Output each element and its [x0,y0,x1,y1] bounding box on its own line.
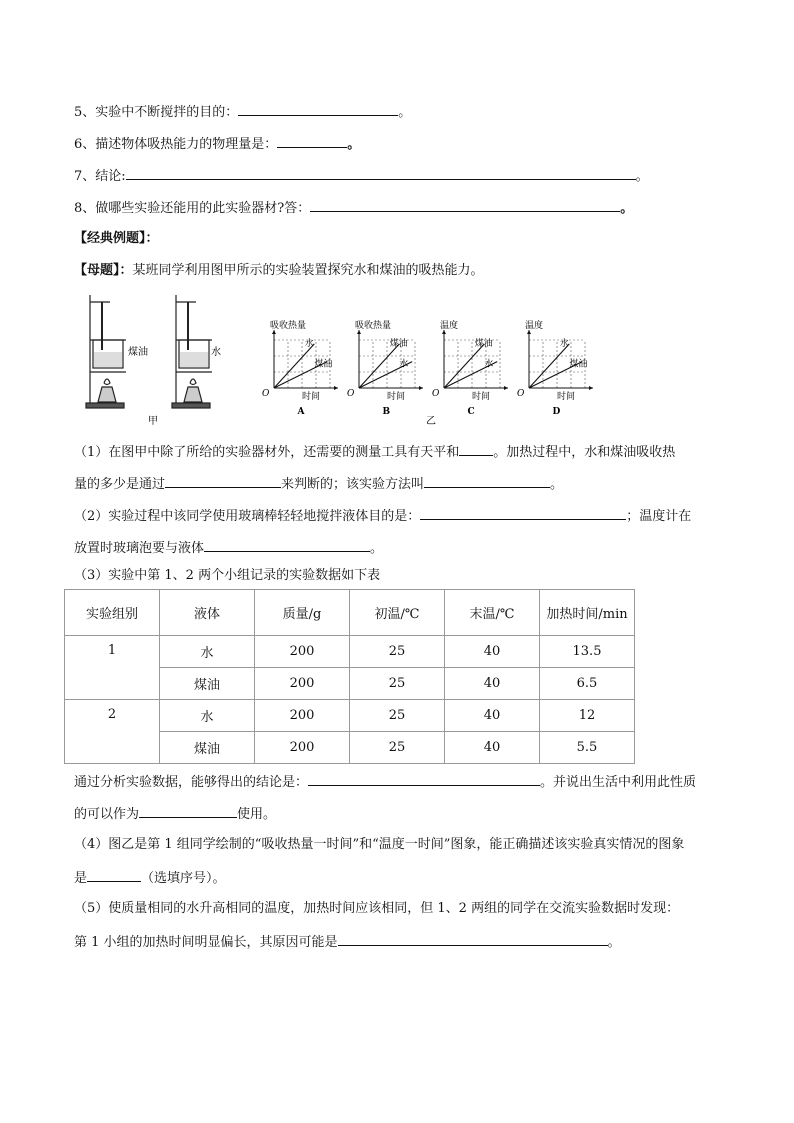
answer-blank[interactable] [87,867,141,882]
table-cell: 6.5 [540,668,635,700]
x-arrow [419,386,423,390]
caption-yi: 乙 [426,416,436,427]
question-6-text: 6、描述物体吸热能力的物理量是： [74,137,278,152]
graph-origin: O [517,389,525,399]
answer-blank[interactable] [420,505,626,520]
table-header: 液体 [160,590,255,636]
part-3-text: （3）实验中第 1、2 两个小组记录的实验数据如下表 [74,568,381,583]
series-upper [359,344,399,388]
graph-origin: O [432,389,440,399]
table-cell: 13.5 [540,636,635,668]
question-5: 5、实验中不断搅拌的目的： 。 [74,101,411,123]
answer-blank[interactable] [126,165,636,180]
table-header: 加热时间/min [540,590,635,636]
question-7: 7、结论: 。 [74,165,649,187]
answer-blank[interactable] [165,473,281,488]
series-lower-label: 煤油 [314,359,333,370]
experiment-figure [76,290,636,430]
x-arrow [334,386,338,390]
table-cell: 40 [445,636,540,668]
part-5-line-1: （5）使质量相同的水升高相同的温度，加热时间应该相同，但 1、2 两组的同学在交流实验数据时发现： [74,901,680,916]
mother-problem-label: 【母题】： [74,263,133,278]
series-lower-label: 煤油 [569,359,588,370]
graph-A [262,319,338,417]
part-1-line-1: （1）在图甲中除了所给的实验器材外，还需要的测量工具有天平和 。加热过程中，水和煤油吸收热 [74,441,675,463]
table-header: 末温/℃ [445,590,540,636]
table-cell: 水 [160,700,255,732]
graph-id: D [552,407,561,417]
table-cell: 200 [255,732,350,764]
x-arrow [589,386,593,390]
flame [190,379,196,385]
table-cell: 5.5 [540,732,635,764]
graph-D [517,319,593,417]
question-5-text: 5、实验中不断搅拌的目的： [74,105,239,120]
series-upper [529,344,569,388]
part-2-line-1: （2）实验过程中该同学使用玻璃棒轻轻地搅拌液体目的是： ；温度计在 [74,505,691,527]
graphs-group [262,319,593,417]
table-cell: 40 [445,732,540,764]
apparatus-kerosene [86,295,126,408]
series-upper-label: 煤油 [389,338,408,349]
graph-id: A [297,407,305,417]
graph-xlabel: 时间 [557,392,576,402]
table-header-row [65,590,635,636]
table-row [65,700,635,732]
table-cell: 40 [445,668,540,700]
stand-base [86,403,124,408]
graph-id: C [467,407,475,417]
data-table [64,589,635,764]
conclusion-line-2: 的可以作为 使用。 [74,803,276,825]
apparatus-water [172,295,212,408]
table-cell: 煤油 [160,732,255,764]
table-row [65,636,635,668]
table-cell-group: 2 [65,700,160,764]
table-header: 实验组别 [65,590,160,636]
table-header: 质量/g [255,590,350,636]
answer-blank[interactable] [238,101,398,116]
mother-problem-text: 某班同学利用图甲所示的实验装置探究水和煤油的吸热能力。 [132,263,484,278]
caption-jia: 甲 [148,416,158,427]
graph-ylabel: 吸收热量 [355,321,392,331]
table-cell: 40 [445,700,540,732]
series-upper [274,344,314,388]
series-lower-label: 水 [399,359,409,370]
table-cell: 25 [350,636,445,668]
series-upper-label: 水 [304,338,314,349]
stand-base [172,403,210,408]
mother-problem [74,261,484,281]
question-8-text: 8、做哪些实验还能用的此实验器材?答： [74,201,311,216]
part-4-line-1: （4）图乙是第 1 组同学绘制的“吸收热量一时间”和“温度一时间”图象，能正确描述该实验真实情况的图象 [74,837,685,852]
answer-blank[interactable] [308,771,540,786]
answer-blank[interactable] [139,803,237,818]
graph-ylabel: 温度 [525,321,544,331]
table-cell-group: 1 [65,636,160,700]
x-arrow [504,386,508,390]
graph-B [347,319,423,417]
part-4-line-2: 是 （选填序号）。 [74,867,226,889]
graph-xlabel: 时间 [302,392,321,402]
alcohol-lamp [98,387,116,402]
series-upper-label: 水 [559,338,569,349]
graph-xlabel: 时间 [472,392,491,402]
table-cell: 水 [160,636,255,668]
graph-ylabel: 温度 [440,321,459,331]
series-lower-label: 水 [484,359,494,370]
table-cell: 煤油 [160,668,255,700]
table-cell: 25 [350,668,445,700]
flame [104,379,110,385]
question-6: 6、描述物体吸热能力的物理量是： 。 [74,133,360,155]
answer-blank[interactable] [424,473,550,488]
alcohol-lamp [184,387,202,402]
answer-blank[interactable] [459,441,493,456]
graph-xlabel: 时间 [387,392,406,402]
table-cell: 12 [540,700,635,732]
series-upper [444,344,484,388]
table-cell: 200 [255,700,350,732]
answer-blank[interactable] [310,197,620,212]
graph-C [432,319,508,417]
apparatus-liquid-label-1: 煤油 [128,347,148,358]
part-5-line-2: 第 1 小组的加热时间明显偏长，其原因可能是 。 [74,931,621,953]
table-cell: 200 [255,636,350,668]
table-header: 初温/℃ [350,590,445,636]
part-1-line-2: 量的多少是通过 来判断的；该实验方法叫 。 [74,473,563,495]
table-cell: 200 [255,668,350,700]
graph-ylabel: 吸收热量 [270,321,307,331]
series-upper-label: 煤油 [474,338,493,349]
part-2-line-2: 放置时玻璃泡要与液体 。 [74,537,383,559]
liquid-water [180,352,208,367]
answer-blank[interactable] [338,931,608,946]
section-title: 【经典例题】： [74,231,159,246]
question-8: 8、做哪些实验还能用的此实验器材?答： 。 [74,197,633,219]
conclusion-line-1: 通过分析实验数据，能够得出的结论是： 。并说出生活中利用此性质 [74,771,696,793]
answer-blank[interactable] [204,537,370,552]
liquid-kerosene [94,352,122,367]
answer-blank[interactable] [277,133,347,148]
question-7-text: 7、结论: [74,169,126,184]
apparatus-liquid-label-2: 水 [211,347,221,358]
graph-origin: O [262,389,270,399]
table-cell: 25 [350,732,445,764]
table-cell: 25 [350,700,445,732]
graph-origin: O [347,389,355,399]
graph-id: B [382,407,391,417]
